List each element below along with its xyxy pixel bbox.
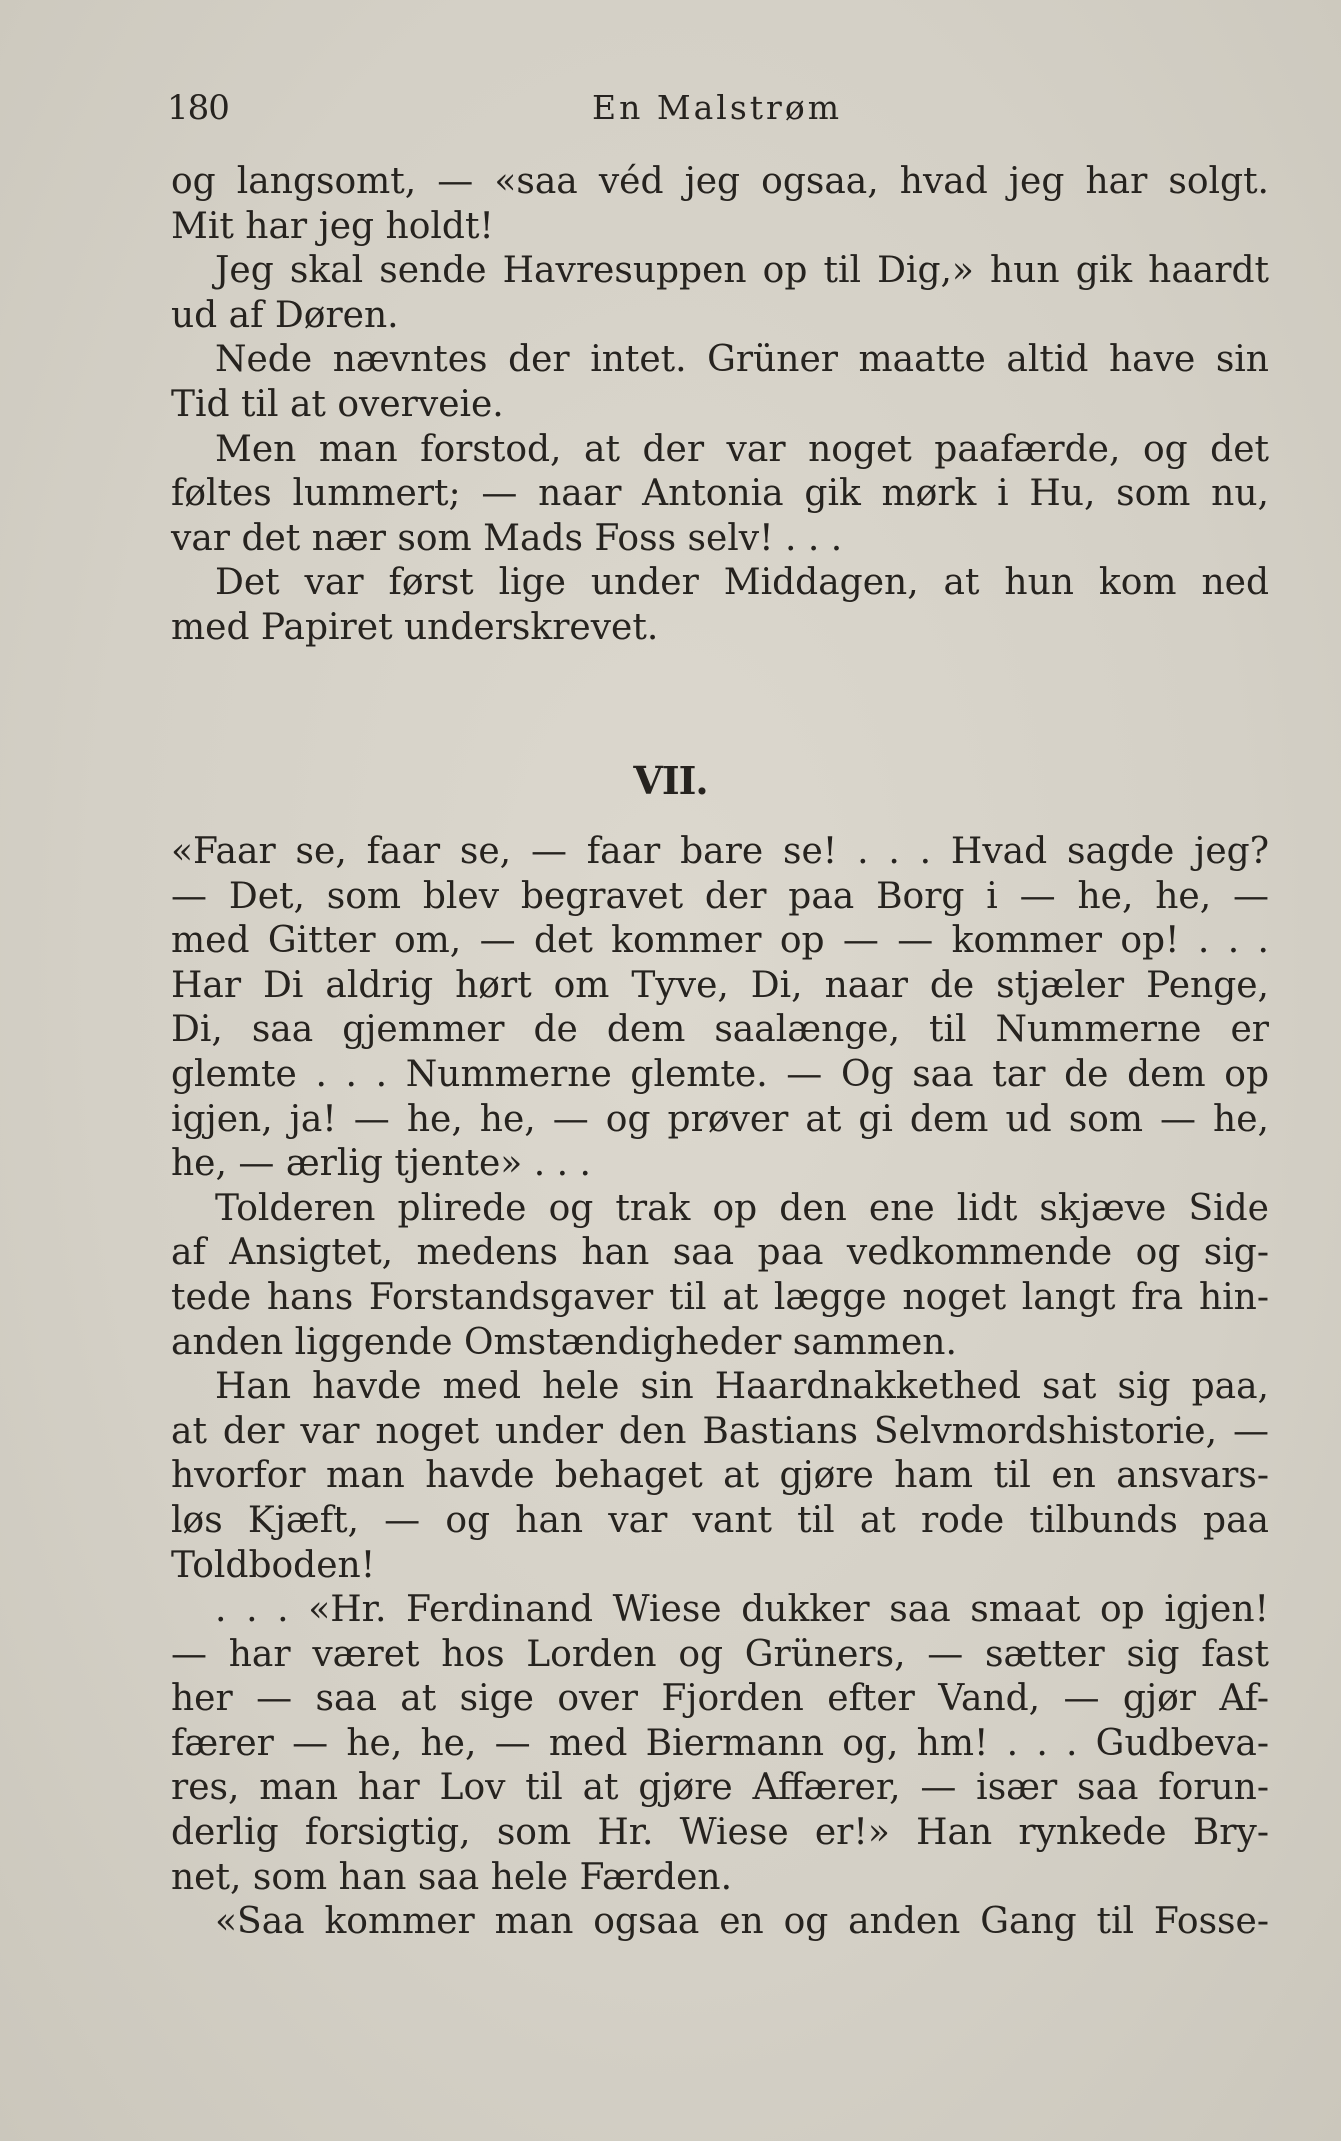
text-line: med Papiret underskrevet. [171,606,659,648]
text-line: Jeg skal sende Havresuppen op til Dig,» hun gik haardt [215,250,1269,292]
text-line: — har været hos Lorden og Grüners, — sætter sig fast [171,1633,1269,1675]
text-line: Tolderen plirede og trak op den ene lidt skjæve Side [215,1187,1269,1229]
text-line: tede hans Forstandsgaver til at lægge noget langt fra hin- [171,1276,1269,1318]
text-line: her — saa at sige over Fjorden efter Vand, — gjør Af- [171,1678,1269,1720]
text-line: net, som han saa hele Færden. [171,1856,733,1898]
text-line: og langsomt, — «saa véd jeg ogsaa, hvad jeg har solgt. [171,161,1269,202]
text-line: he, — ærlig tjente» . . . [171,1143,591,1185]
text-line: med Gitter om, — det kommer op — — kommer op! . . . [171,920,1269,962]
page-number: 180 [167,88,229,128]
text-line: igjen, ja! — he, he, — og prøver at gi dem ud som — he, [171,1098,1269,1140]
text-line: at der var noget under den Bastians Selvmordshistorie, — [171,1410,1269,1452]
text-line: derlig forsigtig, som Hr. Wiese er!» Han rynkede Bry- [171,1812,1269,1854]
text-line: Tid til at overveie. [171,383,504,425]
text-block-2 [171,830,1269,1945]
text-line: res, man har Lov til at gjøre Affærer, — især saa forun- [171,1767,1269,1809]
text-line: . . . «Hr. Ferdinand Wiese dukker saa smaat op igjen! [215,1589,1269,1631]
text-line: Mit har jeg holdt! [171,205,494,247]
running-title: En Malstrøm [592,88,842,127]
text-line: Men man forstod, at der var noget paafærde, og det [215,428,1269,470]
text-line: Toldboden! [171,1544,376,1586]
text-line: Har Di aldrig hørt om Tyve, Di, naar de stjæler Penge, [171,964,1269,1006]
text-line: «Faar se, faar se, — faar bare se! . . . Hvad sagde jeg? [171,831,1269,872]
text-line: ud af Døren. [171,294,399,336]
page-header [167,88,1267,138]
text-line: var det nær som Mads Foss selv! . . . [171,517,843,559]
text-line: Det var først lige under Middagen, at hun kom ned [215,562,1269,604]
text-block-1 [171,160,1269,651]
text-line: Han havde med hele sin Haardnakkethed sat sig paa, [215,1366,1269,1408]
text-line: af Ansigtet, medens han saa paa vedkommende og sig- [171,1232,1269,1274]
text-line: færer — he, he, — med Biermann og, hm! . . . Gudbeva- [171,1722,1269,1764]
text-line: glemte . . . Nummerne glemte. — Og saa tar de dem op [171,1053,1269,1095]
chapter-heading: VII. [633,758,708,803]
text-line: føltes lummert; — naar Antonia gik mørk i Hu, som nu, [171,473,1269,515]
text-line: hvorfor man havde behaget at gjøre ham til en ansvars- [171,1455,1269,1497]
text-line: Nede nævntes der intet. Grüner maatte altid have sin [215,339,1269,381]
text-line: — Det, som blev begravet der paa Borg i — he, he, — [171,875,1269,917]
text-line: Di, saa gjemmer de dem saalænge, til Nummerne er [171,1009,1269,1051]
text-line: anden liggende Omstændigheder sammen. [171,1321,957,1363]
text-line: «Saa kommer man ogsaa en og anden Gang til Fosse- [215,1901,1269,1943]
text-line: løs Kjæft, — og han var vant til at rode tilbunds paa [171,1499,1269,1541]
